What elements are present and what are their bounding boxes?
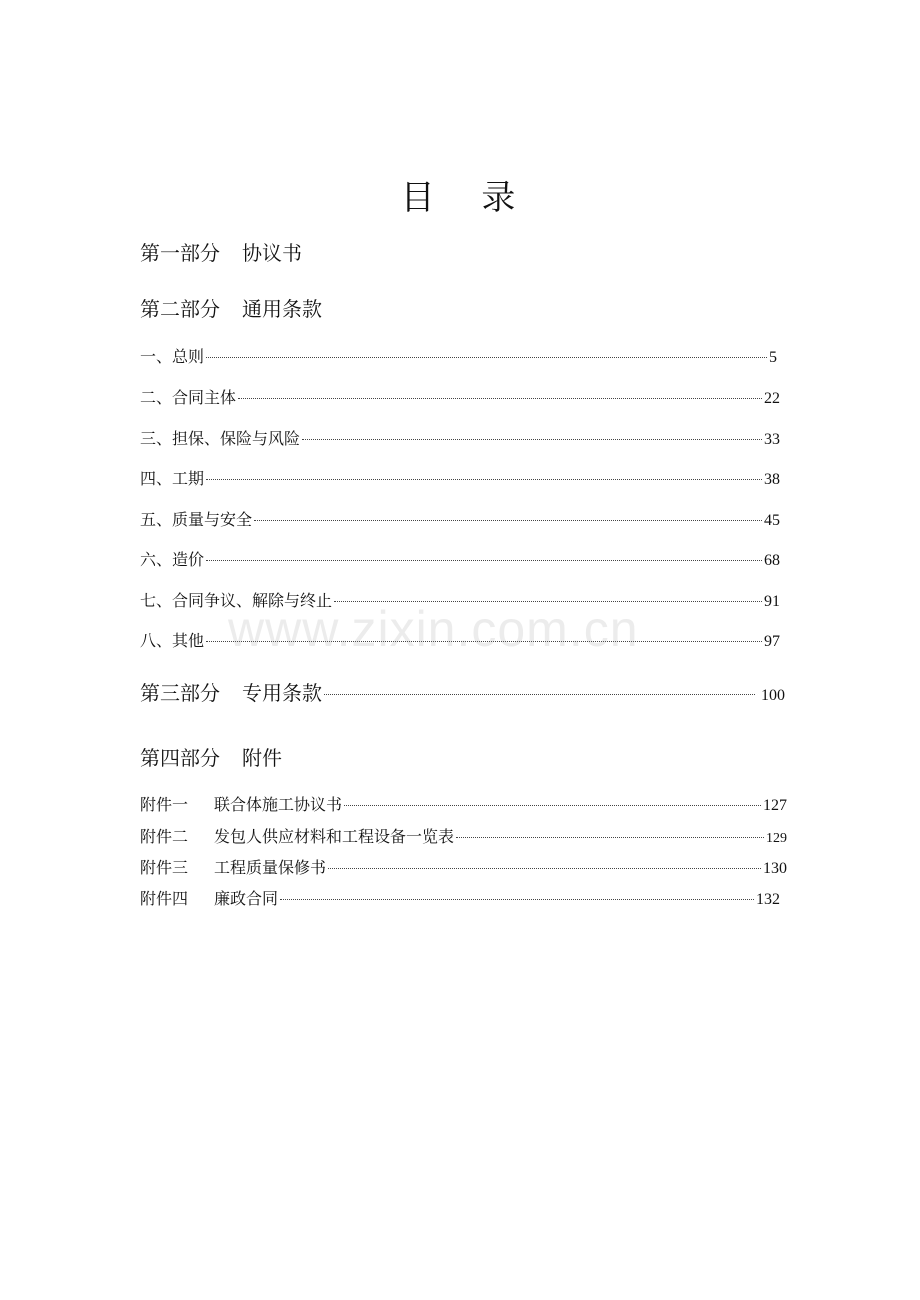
dot-leader bbox=[328, 867, 761, 869]
page-number: 5 bbox=[769, 349, 777, 366]
dot-leader bbox=[324, 693, 755, 695]
entry-label: 二、合同主体 bbox=[140, 388, 237, 407]
attachment-number: 附件三 bbox=[140, 858, 189, 877]
dot-leader bbox=[344, 804, 761, 806]
toc-entry-contract-parties[interactable] bbox=[140, 387, 780, 410]
part-number: 第二部分 bbox=[140, 297, 220, 321]
entry-label-group bbox=[140, 826, 454, 848]
page-number: 130 bbox=[763, 860, 787, 877]
part-two-heading[interactable] bbox=[140, 295, 322, 323]
part-label: 通用条款 bbox=[242, 297, 322, 321]
entry-label: 五、质量与安全 bbox=[140, 510, 253, 529]
part-label: 专用条款 bbox=[242, 681, 322, 705]
attachment-number: 附件四 bbox=[140, 889, 189, 908]
page-number: 68 bbox=[764, 552, 780, 569]
dot-leader bbox=[206, 478, 762, 480]
page-title: 目 录 bbox=[400, 178, 534, 218]
dot-leader bbox=[302, 438, 762, 440]
entry-label: 四、工期 bbox=[140, 469, 205, 488]
toc-entry-attachment-1[interactable] bbox=[140, 794, 787, 817]
entry-label: 七、合同争议、解除与终止 bbox=[140, 591, 333, 610]
attachment-label: 发包人供应材料和工程设备一览表 bbox=[214, 827, 455, 846]
dot-leader bbox=[206, 356, 767, 358]
part-label: 附件 bbox=[242, 746, 282, 770]
toc-entry-cost[interactable] bbox=[140, 549, 780, 572]
page-number: 45 bbox=[764, 512, 780, 529]
page-number: 91 bbox=[764, 593, 780, 610]
watermark: www.zixin.com.cn bbox=[228, 601, 639, 657]
dot-leader bbox=[254, 519, 762, 521]
toc-entry-other[interactable] bbox=[140, 630, 780, 653]
entry-label: 八、其他 bbox=[140, 631, 205, 650]
dot-leader bbox=[456, 836, 764, 838]
part-label: 协议书 bbox=[242, 241, 302, 265]
attachment-number: 附件二 bbox=[140, 827, 189, 846]
page-number: 100 bbox=[761, 687, 785, 704]
attachment-label: 工程质量保修书 bbox=[214, 858, 327, 877]
part-three-heading[interactable] bbox=[140, 679, 785, 710]
page-number: 97 bbox=[764, 633, 780, 650]
part-number: 第一部分 bbox=[140, 241, 220, 265]
entry-label-group bbox=[140, 794, 342, 816]
attachment-number: 附件一 bbox=[140, 795, 189, 814]
entry-label-group bbox=[140, 888, 278, 910]
dot-leader bbox=[238, 397, 762, 399]
toc-entry-guarantee-insurance-risk[interactable] bbox=[140, 428, 780, 451]
entry-label: 一、总则 bbox=[140, 347, 205, 366]
toc-entry-dispute-termination[interactable] bbox=[140, 590, 780, 613]
toc-entry-quality-safety[interactable] bbox=[140, 509, 780, 532]
part-one-heading[interactable] bbox=[140, 239, 302, 267]
page-number: 22 bbox=[764, 390, 780, 407]
dot-leader bbox=[334, 600, 762, 602]
page-number: 132 bbox=[756, 891, 780, 908]
page-number: 33 bbox=[764, 431, 780, 448]
dot-leader bbox=[206, 640, 762, 642]
part-four-heading[interactable] bbox=[140, 744, 282, 772]
toc-entry-attachment-2[interactable] bbox=[140, 826, 787, 850]
dot-leader bbox=[206, 559, 762, 561]
dot-leader bbox=[280, 898, 754, 900]
entry-label: 六、造价 bbox=[140, 550, 205, 569]
toc-entry-general[interactable] bbox=[140, 346, 777, 369]
toc-entry-schedule[interactable] bbox=[140, 468, 780, 491]
part-number: 第三部分 bbox=[140, 681, 220, 705]
entry-label: 三、担保、保险与风险 bbox=[140, 429, 301, 448]
page-number: 38 bbox=[764, 471, 780, 488]
part-number: 第四部分 bbox=[140, 746, 220, 770]
page-number: 129 bbox=[766, 831, 787, 846]
toc-entry-attachment-4[interactable] bbox=[140, 888, 780, 911]
page-number: 127 bbox=[763, 797, 787, 814]
attachment-label: 联合体施工协议书 bbox=[214, 795, 343, 814]
attachment-label: 廉政合同 bbox=[214, 889, 279, 908]
toc-entry-attachment-3[interactable] bbox=[140, 857, 787, 880]
entry-label-group bbox=[140, 857, 326, 879]
